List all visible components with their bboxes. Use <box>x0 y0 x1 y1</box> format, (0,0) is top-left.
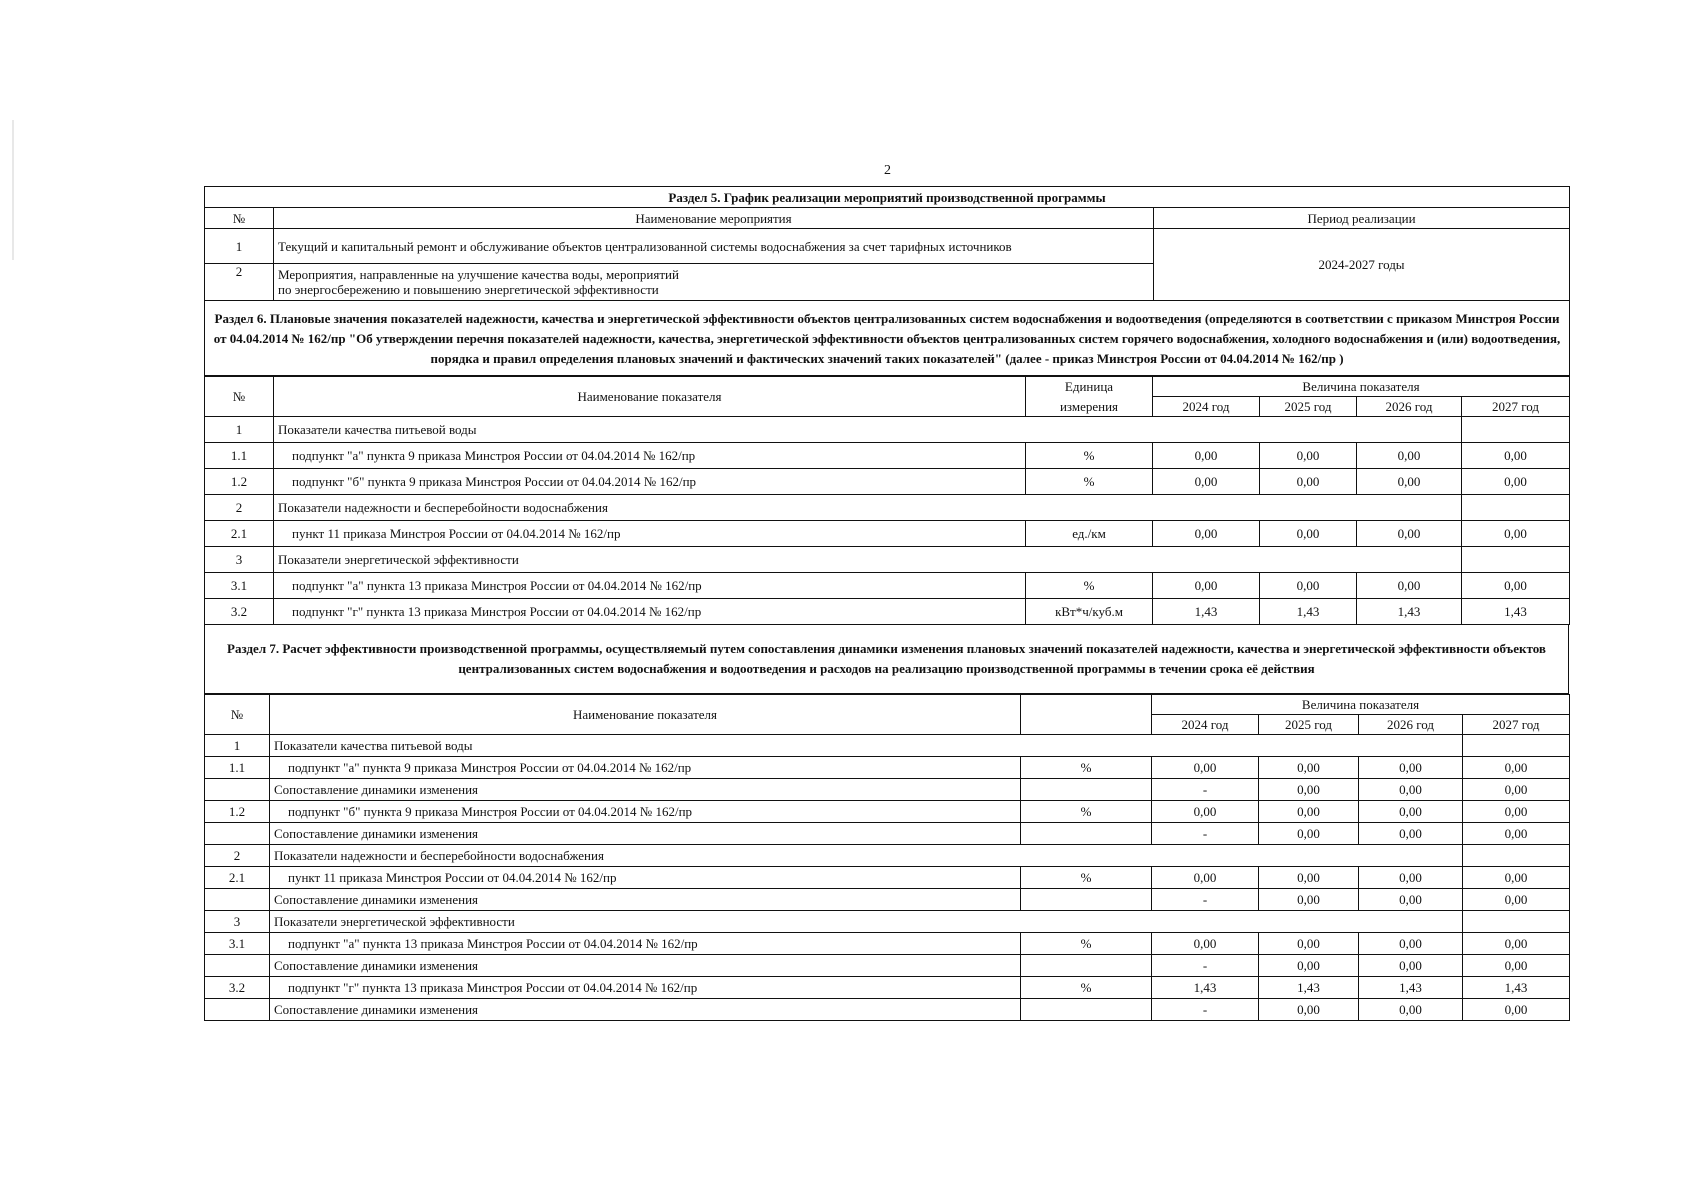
section6-table <box>204 376 1570 625</box>
section6-row-num: 2 <box>205 495 274 521</box>
section6-group-name: Показатели качества питьевой воды <box>274 417 1462 443</box>
section7-row-unit <box>1021 779 1152 801</box>
section6-row-num: 3.2 <box>205 599 274 625</box>
section7-row-num: 1.1 <box>205 757 270 779</box>
section6-row-value: 0,00 <box>1260 573 1357 599</box>
section7-empty-cell <box>1463 735 1570 757</box>
section7-year: 2024 год <box>1152 715 1259 735</box>
section7-row <box>205 999 1570 1021</box>
section7-row-name: Сопоставление динамики изменения <box>270 955 1021 977</box>
section7-year: 2027 год <box>1463 715 1570 735</box>
section6-row-value: 0,00 <box>1260 443 1357 469</box>
section5-row-num: 2 <box>205 264 274 301</box>
section7-col-value: Величина показателя <box>1152 695 1570 715</box>
section6-row-unit: % <box>1026 573 1153 599</box>
section7-row-value: 0,00 <box>1259 999 1359 1021</box>
section5-period: 2024-2027 годы <box>1154 229 1570 301</box>
section7-row-num: 1 <box>205 735 270 757</box>
page-number: 2 <box>884 163 891 178</box>
section7-row <box>205 977 1570 999</box>
section7-row-value: 0,00 <box>1359 823 1463 845</box>
section5-row-name-line: по энергосбережению и повышению энергетической эффективности <box>278 282 659 297</box>
section6-row-unit: % <box>1026 443 1153 469</box>
section7-row-num: 1.2 <box>205 801 270 823</box>
section6-row-value: 0,00 <box>1462 469 1570 495</box>
section7-row-unit <box>1021 823 1152 845</box>
section7-year: 2025 год <box>1259 715 1359 735</box>
section7-row-value: 0,00 <box>1463 779 1570 801</box>
section6-row-unit: ед./км <box>1026 521 1153 547</box>
section7-row-value: 1,43 <box>1152 977 1259 999</box>
section6-group-name: Показатели надежности и бесперебойности водоснабжения <box>274 495 1462 521</box>
section7-row-value: 0,00 <box>1259 823 1359 845</box>
section7-row-value: 0,00 <box>1359 955 1463 977</box>
section7-row-value: 0,00 <box>1259 757 1359 779</box>
section6-col-unit: Единица <box>1026 377 1153 397</box>
section7-row-num <box>205 889 270 911</box>
section7-group-name: Показатели качества питьевой воды <box>270 735 1463 757</box>
section7-row-value: 0,00 <box>1259 801 1359 823</box>
section7-row-value: - <box>1152 889 1259 911</box>
section6-row-value: 1,43 <box>1260 599 1357 625</box>
section7-row-value: 0,00 <box>1463 999 1570 1021</box>
section7-col-name: Наименование показателя <box>270 695 1021 735</box>
section6-row-name: подпункт "а" пункта 13 приказа Минстроя России от 04.04.2014 № 162/пр <box>274 573 1026 599</box>
section6-row-value: 0,00 <box>1462 521 1570 547</box>
section6-row-unit: кВт*ч/куб.м <box>1026 599 1153 625</box>
section6-row-value: 0,00 <box>1153 443 1260 469</box>
section7-title: Раздел 7. Расчет эффективности производственной программы, осуществляемый путем сопоставления динамики изменения плановых значений показателей надежности, качества и энергетической эффективности объектов централизованных систем водоснабжения и водоотведения и расходов на реализацию производственной программы в течении срока её действия <box>205 625 1569 694</box>
section6-row-num: 2.1 <box>205 521 274 547</box>
section7-row-value: 0,00 <box>1359 801 1463 823</box>
section6-row-value: 0,00 <box>1357 443 1462 469</box>
section7-empty-cell <box>1463 845 1570 867</box>
section6-row-value: 0,00 <box>1357 521 1462 547</box>
section6-row-value: 0,00 <box>1462 573 1570 599</box>
section7-row-num: 2.1 <box>205 867 270 889</box>
section7-year: 2026 год <box>1359 715 1463 735</box>
section7-row-name: Сопоставление динамики изменения <box>270 823 1021 845</box>
section7-body <box>205 735 1570 1021</box>
section7-row-unit <box>1021 999 1152 1021</box>
section6-title: Раздел 6. Плановые значения показателей надежности, качества и энергетической эффективности объектов централизованных систем водоснабжения и водоотведения (определяются в соответствии с приказом Минстроя России от 04.04.2014 № 162/пр "Об утверждении перечня показателей надежности, качества, энергетической эффективности объектов централизованных систем горячего водоснабжения, холодного водоснабжения и (или) водоотведения, порядка и правил определения плановых значений и фактических значений таких показателей" (далее - приказ Минстроя России от 04.04.2014 № 162/пр ) <box>205 301 1570 376</box>
section7-table <box>204 694 1570 1021</box>
section7-row-value: 0,00 <box>1359 999 1463 1021</box>
section7-row-value: - <box>1152 779 1259 801</box>
section5-col-period: Период реализации <box>1154 208 1570 229</box>
section7-row-value: 0,00 <box>1152 933 1259 955</box>
section7-row-value: - <box>1152 823 1259 845</box>
section7-row <box>205 779 1570 801</box>
section7-row-value: 0,00 <box>1152 757 1259 779</box>
section7-row-value: 0,00 <box>1359 889 1463 911</box>
section6-body <box>205 417 1570 625</box>
section7-row-value: 0,00 <box>1463 933 1570 955</box>
section6-row-unit: % <box>1026 469 1153 495</box>
section7-row-num: 3.2 <box>205 977 270 999</box>
section6-row-num: 3.1 <box>205 573 274 599</box>
section7-row-value: 0,00 <box>1463 889 1570 911</box>
section7-group-name: Показатели надежности и бесперебойности водоснабжения <box>270 845 1463 867</box>
section7-row-num: 3 <box>205 911 270 933</box>
section7-row <box>205 757 1570 779</box>
section6-row-value: 1,43 <box>1462 599 1570 625</box>
section6-row-value: 0,00 <box>1153 469 1260 495</box>
section7-row-value: 0,00 <box>1463 823 1570 845</box>
section7-row-unit <box>1021 889 1152 911</box>
section7-row-value: 0,00 <box>1259 889 1359 911</box>
section7-row-value: 0,00 <box>1359 779 1463 801</box>
scan-edge-mark <box>12 120 14 260</box>
section6-row-name: подпункт "а" пункта 9 приказа Минстроя России от 04.04.2014 № 162/пр <box>274 443 1026 469</box>
section6-row <box>205 469 1570 495</box>
section7-row-value: - <box>1152 999 1259 1021</box>
section7-group-name: Показатели энергетической эффективности <box>270 911 1463 933</box>
section7-row-value: 0,00 <box>1463 867 1570 889</box>
section7-row-unit: % <box>1021 867 1152 889</box>
section6-empty-cell <box>1462 417 1570 443</box>
section7-row-unit: % <box>1021 933 1152 955</box>
section7-row-num <box>205 823 270 845</box>
section6-row-num: 1.2 <box>205 469 274 495</box>
section5-row-name: Текущий и капитальный ремонт и обслуживание объектов централизованной системы водоснабжения за счет тарифных источников <box>274 229 1154 264</box>
section5-table <box>204 186 1570 376</box>
section6-year: 2024 год <box>1153 397 1260 417</box>
section7-row-name: Сопоставление динамики изменения <box>270 889 1021 911</box>
section7-row-name: подпункт "г" пункта 13 приказа Минстроя России от 04.04.2014 № 162/пр <box>270 977 1021 999</box>
section6-row-num: 3 <box>205 547 274 573</box>
section6-empty-cell <box>1462 547 1570 573</box>
section7-col-num: № <box>205 695 270 735</box>
section6-row-value: 0,00 <box>1153 573 1260 599</box>
section5-col-name: Наименование мероприятия <box>274 208 1154 229</box>
section7-row-name: пункт 11 приказа Минстроя России от 04.04.2014 № 162/пр <box>270 867 1021 889</box>
section7-row-name: подпункт "а" пункта 9 приказа Минстроя России от 04.04.2014 № 162/пр <box>270 757 1021 779</box>
section5-row-num: 1 <box>205 229 274 264</box>
section7-row <box>205 801 1570 823</box>
section7-row-value: 1,43 <box>1259 977 1359 999</box>
section7-row-name: подпункт "б" пункта 9 приказа Минстроя России от 04.04.2014 № 162/пр <box>270 801 1021 823</box>
section7-row-num <box>205 955 270 977</box>
section7-row-num <box>205 999 270 1021</box>
section7-row-num <box>205 779 270 801</box>
section6-row-value: 0,00 <box>1153 521 1260 547</box>
section5-col-num: № <box>205 208 274 229</box>
section7-row <box>205 867 1570 889</box>
section6-col-value: Величина показателя <box>1153 377 1570 397</box>
section7-row-value: 0,00 <box>1152 801 1259 823</box>
section6-col-num: № <box>205 377 274 417</box>
section6-year: 2027 год <box>1462 397 1570 417</box>
section5-row-name <box>274 264 1154 301</box>
section7-row <box>205 911 1570 933</box>
section6-row-value: 0,00 <box>1462 443 1570 469</box>
section7-row-value: 0,00 <box>1259 933 1359 955</box>
section6-row <box>205 521 1570 547</box>
section7-row-value: 1,43 <box>1359 977 1463 999</box>
section7-row-unit: % <box>1021 801 1152 823</box>
section7-row <box>205 823 1570 845</box>
section6-row-name: подпункт "б" пункта 9 приказа Минстроя России от 04.04.2014 № 162/пр <box>274 469 1026 495</box>
section7-row-unit: % <box>1021 757 1152 779</box>
section6-row-num: 1 <box>205 417 274 443</box>
section6-row-num: 1.1 <box>205 443 274 469</box>
section7-row <box>205 735 1570 757</box>
section6-row <box>205 417 1570 443</box>
section6-row <box>205 573 1570 599</box>
section7-row-value: 0,00 <box>1152 867 1259 889</box>
section6-group-name: Показатели энергетической эффективности <box>274 547 1462 573</box>
section7-row-name: Сопоставление динамики изменения <box>270 999 1021 1021</box>
section6-empty-cell <box>1462 495 1570 521</box>
section7-row-value: 0,00 <box>1359 933 1463 955</box>
section7-row-value: 0,00 <box>1259 867 1359 889</box>
section7-row-value: 0,00 <box>1463 955 1570 977</box>
section5-row-name-line: Мероприятия, направленные на улучшение качества воды, мероприятий <box>278 267 679 282</box>
section7-row-value: 0,00 <box>1259 955 1359 977</box>
section6-row <box>205 599 1570 625</box>
document-sheet <box>204 186 1569 1021</box>
section7-row-value: 0,00 <box>1463 757 1570 779</box>
section7-row-value: 0,00 <box>1359 757 1463 779</box>
section7-row <box>205 845 1570 867</box>
section6-row-value: 1,43 <box>1357 599 1462 625</box>
section6-year: 2026 год <box>1357 397 1462 417</box>
section7-row-value: 1,43 <box>1463 977 1570 999</box>
section7-row <box>205 933 1570 955</box>
section7-row-unit <box>1021 955 1152 977</box>
section6-row-value: 0,00 <box>1357 573 1462 599</box>
section6-row-value: 0,00 <box>1260 469 1357 495</box>
section6-year: 2025 год <box>1260 397 1357 417</box>
section7-row-name: подпункт "а" пункта 13 приказа Минстроя России от 04.04.2014 № 162/пр <box>270 933 1021 955</box>
section7-row-num: 3.1 <box>205 933 270 955</box>
section5-title: Раздел 5. График реализации мероприятий производственной программы <box>205 187 1570 208</box>
section7-row-num: 2 <box>205 845 270 867</box>
section7-row-value: 0,00 <box>1259 779 1359 801</box>
section6-row <box>205 547 1570 573</box>
section7-empty-cell <box>1463 911 1570 933</box>
section6-row-name: подпункт "г" пункта 13 приказа Минстроя России от 04.04.2014 № 162/пр <box>274 599 1026 625</box>
section6-col-unit: измерения <box>1026 397 1153 417</box>
section6-row <box>205 443 1570 469</box>
section6-row <box>205 495 1570 521</box>
section7-row-value: 0,00 <box>1463 801 1570 823</box>
section7-col-unit <box>1021 695 1152 735</box>
section7-row-value: - <box>1152 955 1259 977</box>
section6-row-value: 1,43 <box>1153 599 1260 625</box>
section6-row-value: 0,00 <box>1357 469 1462 495</box>
section6-row-name: пункт 11 приказа Минстроя России от 04.04.2014 № 162/пр <box>274 521 1026 547</box>
section7-row <box>205 955 1570 977</box>
section7-row-name: Сопоставление динамики изменения <box>270 779 1021 801</box>
section7-row-value: 0,00 <box>1359 867 1463 889</box>
section7-row <box>205 889 1570 911</box>
section7-row-unit: % <box>1021 977 1152 999</box>
section6-col-name: Наименование показателя <box>274 377 1026 417</box>
section6-row-value: 0,00 <box>1260 521 1357 547</box>
section7-title-table <box>204 625 1569 694</box>
